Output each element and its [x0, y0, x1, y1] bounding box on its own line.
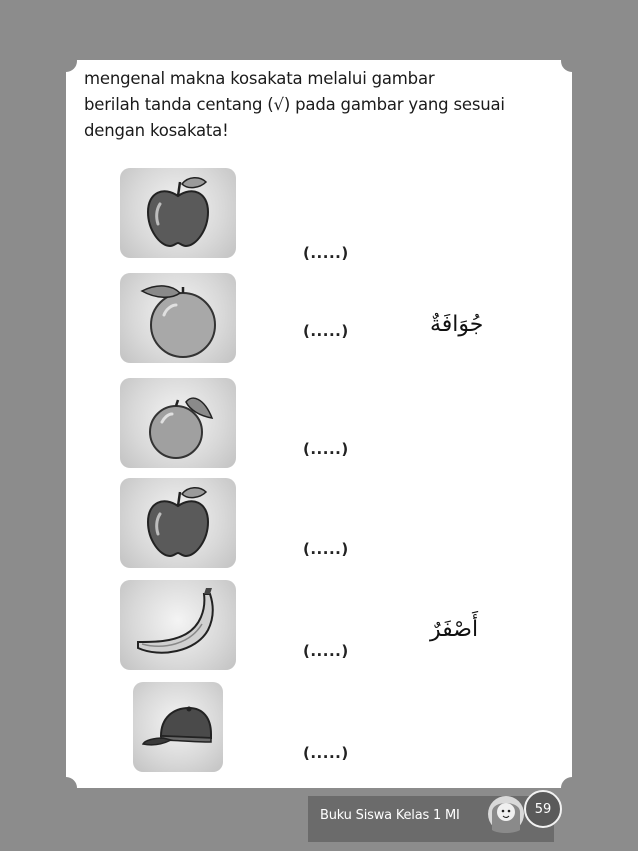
avatar — [486, 790, 526, 836]
cap-icon — [133, 682, 223, 772]
instruction-line: dengan kosakata! — [84, 121, 229, 140]
card-notch — [561, 777, 583, 799]
apple-icon — [120, 168, 236, 258]
banana-icon — [120, 580, 236, 670]
answer-blank[interactable]: (.....) — [303, 540, 349, 558]
picture-cap — [133, 682, 223, 772]
orange-icon — [120, 273, 236, 363]
student-avatar-icon — [486, 790, 526, 836]
picture-orange — [120, 273, 236, 363]
answer-blank[interactable]: (.....) — [303, 642, 349, 660]
answer-blank[interactable]: (.....) — [303, 440, 349, 458]
page-number: 59 — [524, 790, 562, 828]
guava-icon — [120, 378, 236, 468]
answer-blank[interactable]: (.....) — [303, 244, 349, 262]
vocabulary-word: أَصْفَرٌ — [430, 617, 479, 642]
picture-guava — [120, 378, 236, 468]
picture-apple — [120, 168, 236, 258]
instruction-line: berilah tanda centang (√) pada gambar yang sesuai — [84, 95, 505, 114]
picture-apple — [120, 478, 236, 568]
book-title: Buku Siswa Kelas 1 MI — [320, 808, 460, 823]
instruction-line: mengenal makna kosakata melalui gambar — [84, 69, 435, 88]
apple-icon — [120, 478, 236, 568]
vocabulary-word: جُوَافَةٌ — [430, 312, 484, 337]
answer-blank[interactable]: (.....) — [303, 322, 349, 340]
instructions — [84, 66, 564, 144]
card-notch — [55, 777, 77, 799]
card-notch — [55, 50, 77, 72]
card-notch — [561, 50, 583, 72]
answer-blank[interactable]: (.....) — [303, 744, 349, 762]
picture-banana — [120, 580, 236, 670]
